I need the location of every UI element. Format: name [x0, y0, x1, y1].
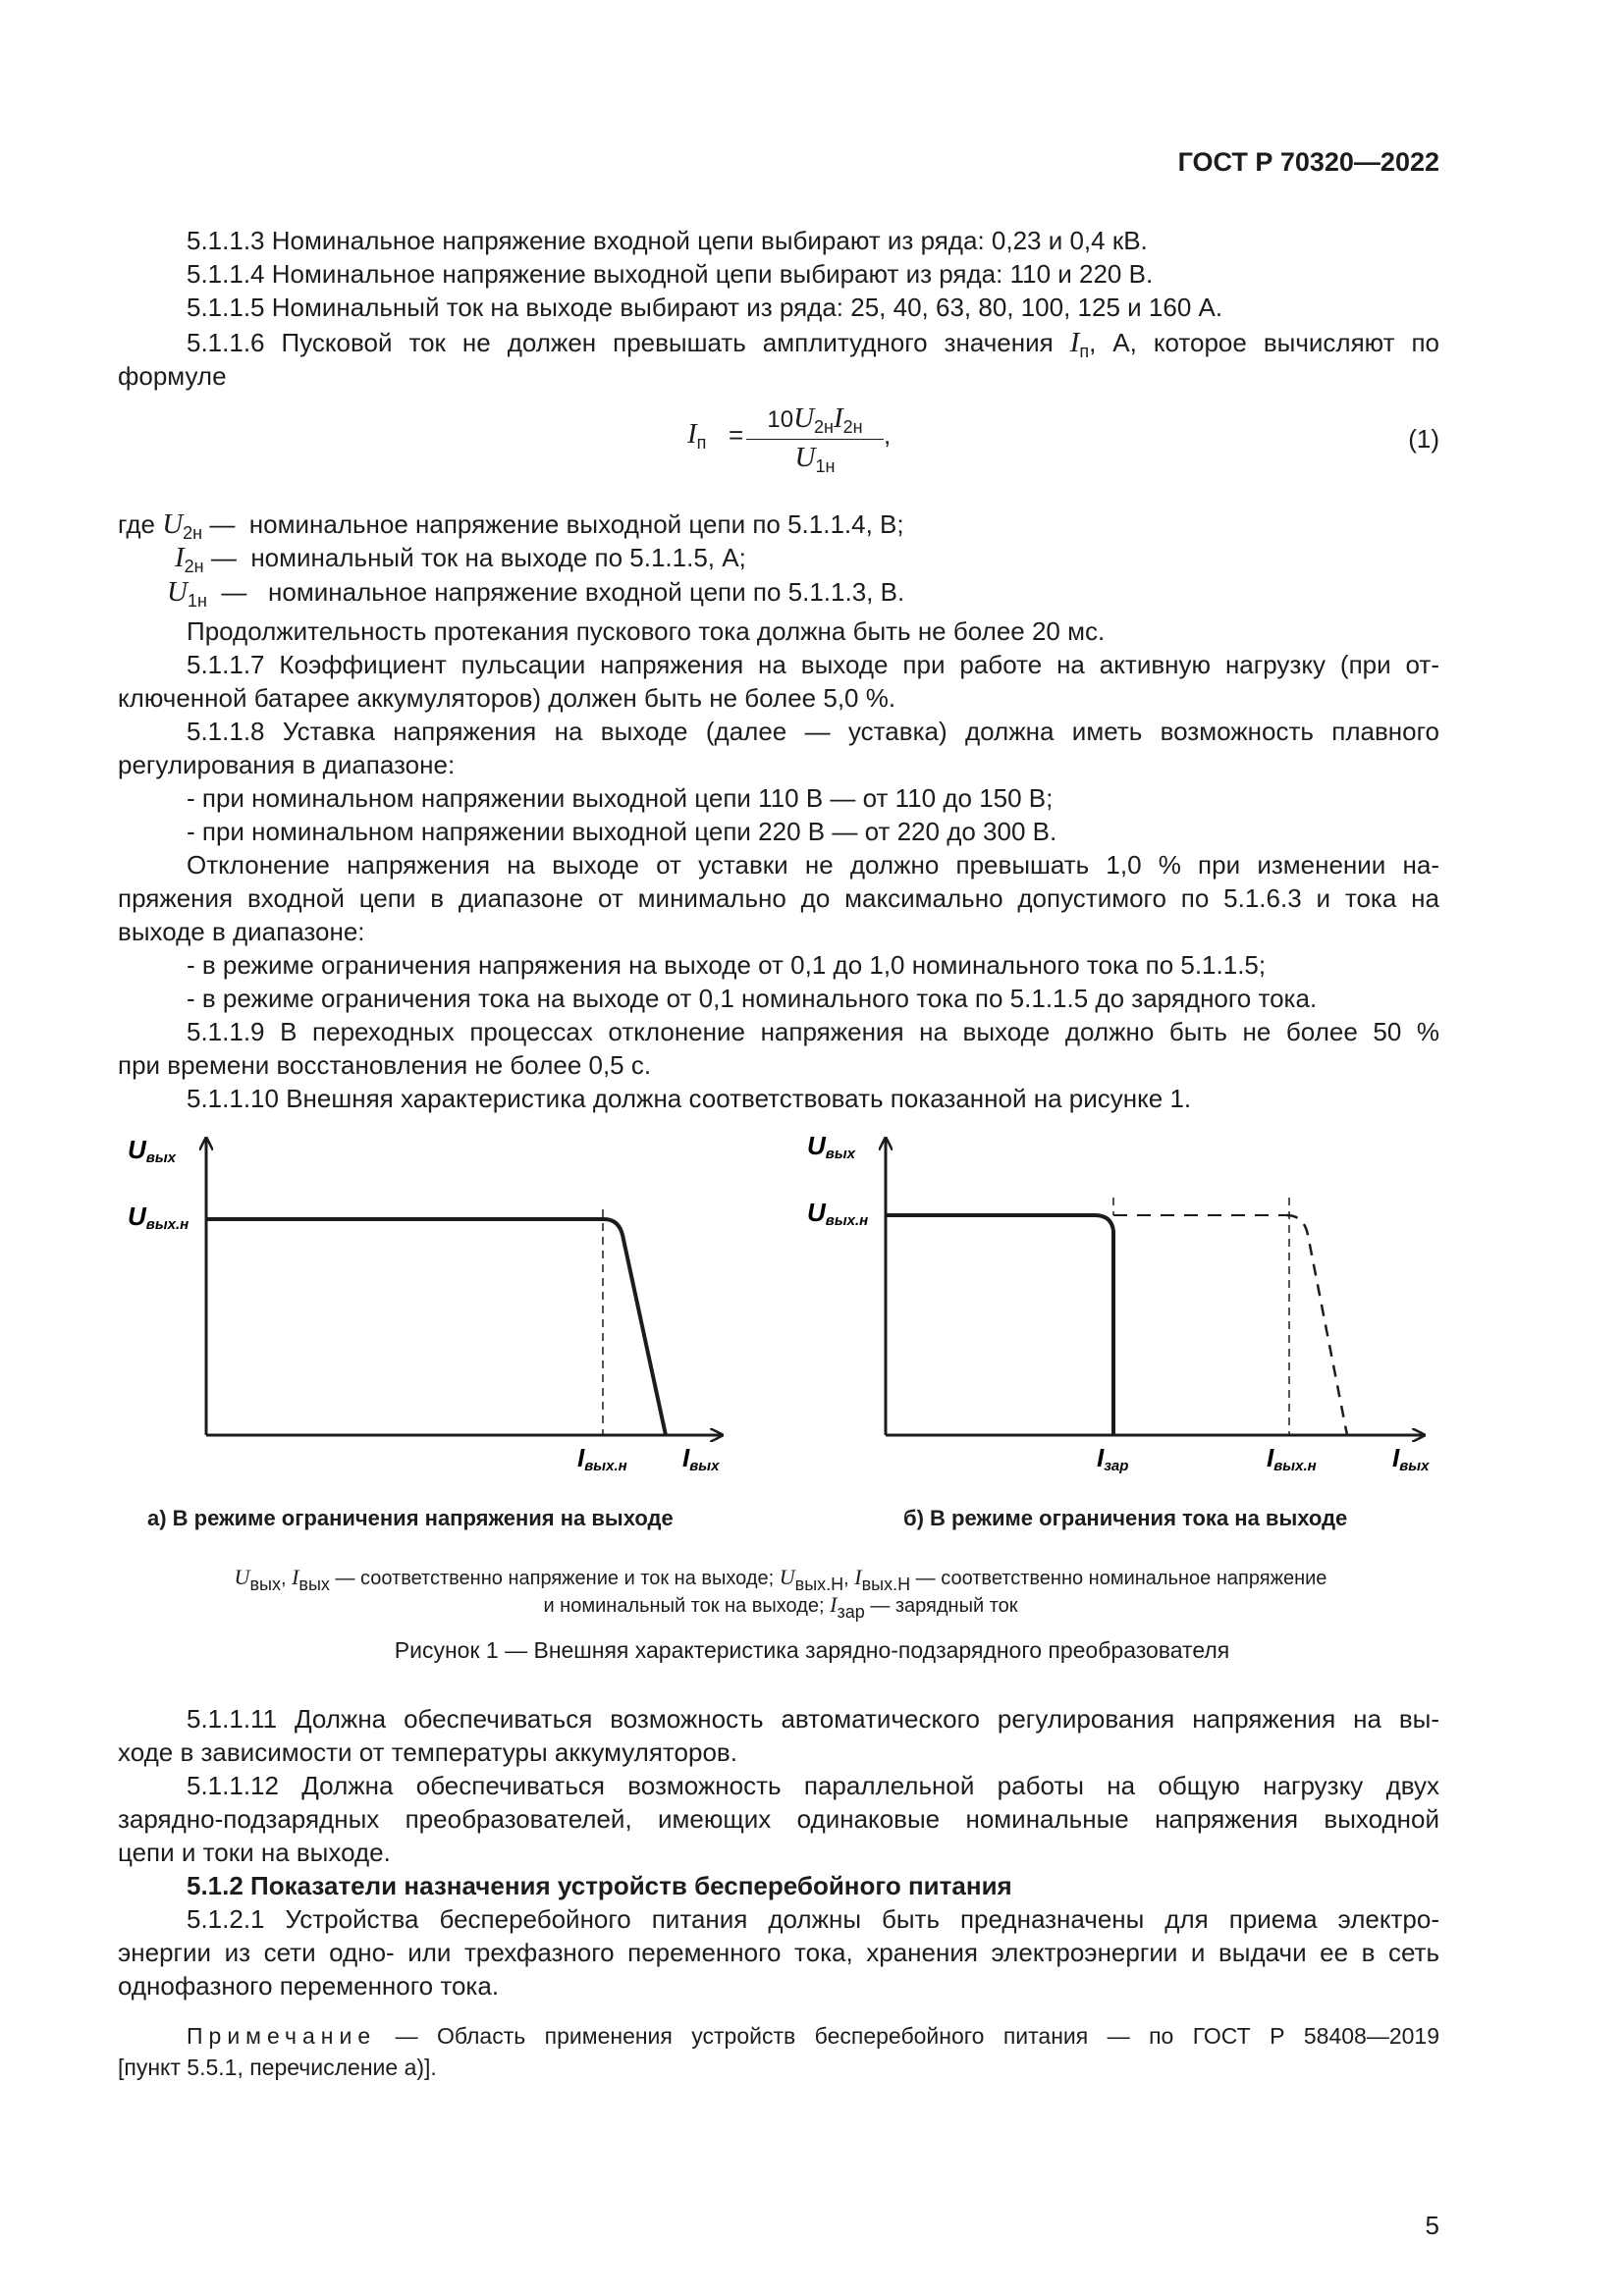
- axis-label-i-out: Iвых: [1392, 1443, 1430, 1474]
- tick-label-i-charge: Iзар: [1097, 1443, 1129, 1474]
- para-duration: Продолжительность протекания пускового тока должна быть не более 20 мс.: [187, 616, 1106, 646]
- page-number: 5: [1425, 2211, 1439, 2240]
- list-item-1: - при номинальном напряжении выходной цепи 110 В — от 110 до 150 В;: [187, 783, 1054, 813]
- formula-1: $I_п$ = $10U_{2н}I_{2н}$ $U_{1н}$ ,: [687, 402, 892, 476]
- para-51112: 5.1.1.12 Должна обеспечиваться возможность параллельной работы на общую нагрузку двух: [187, 1771, 1439, 1800]
- figure-legend-line-1: $U_{вых}$, $I_{вых}$ — соответственно напряжение и ток на выходе; $U_{вых.Н}$, $I_{вых.Н}$ — соответственно номинальное напряжение: [234, 1565, 1327, 1594]
- figure-caption-a: а) В режиме ограничения напряжения на выходе: [147, 1506, 674, 1530]
- tick-label-u-rated: Uвых.н: [128, 1201, 189, 1233]
- para-51111-cont: ходе в зависимости от температуры аккумуляторов.: [118, 1737, 737, 1767]
- note: Примечание — Область применения устройств бесперебойного питания — по ГОСТ Р 58408—2019: [187, 2023, 1439, 2049]
- note-cont: [пункт 5.5.1, перечисление а)].: [118, 2055, 437, 2080]
- para-5121: 5.1.2.1 Устройства бесперебойного питания должны быть предназначены для приема электро-: [187, 1904, 1439, 1934]
- characteristic-curve: [206, 1219, 666, 1435]
- tick-label-i-rated: Iвых.н: [1267, 1443, 1317, 1474]
- para-5115: 5.1.1.5 Номинальный ток на выходе выбирают из ряда: 25, 40, 63, 80, 100, 125 и 160 А.: [187, 293, 1223, 322]
- list-item-3: - в режиме ограничения напряжения на выходе от 0,1 до 1,0 номинального тока по 5.1.1.5;: [187, 950, 1267, 980]
- para-5114: 5.1.1.4 Номинальное напряжение выходной цепи выбирают из ряда: 110 и 220 В.: [187, 259, 1154, 289]
- rated-mode-curve-dashed: [1286, 1215, 1347, 1435]
- formula-number: (1): [1408, 424, 1439, 454]
- para-5121-cont-2: однофазного переменного тока.: [118, 1971, 500, 2001]
- where-line-3: $U_{1н}$ — номинальное напряжение входной цепи по 5.1.1.3, В.: [167, 576, 905, 611]
- list-item-2: - при номинальном напряжении выходной цепи 220 В — от 220 до 300 В.: [187, 817, 1057, 846]
- para-51111: 5.1.1.11 Должна обеспечиваться возможность автоматического регулирования напряжения на вы-: [187, 1704, 1439, 1734]
- para-5116: 5.1.1.6 Пусковой ток не должен превышать амплитудного значения $I_п$, А, которое вычисляют по: [187, 327, 1439, 361]
- figure-1b-graph: [795, 1119, 1463, 1492]
- para-5113: 5.1.1.3 Номинальное напряжение входной цепи выбирают из ряда: 0,23 и 0,4 кВ.: [187, 226, 1148, 255]
- where-line-1: где $U_{2н}$ — номинальное напряжение выходной цепи по 5.1.1.4, В;: [118, 508, 904, 543]
- para-5121-cont: энергии из сети одно- или трехфазного переменного тока, хранения электроэнергии и выдачи ее в сеть: [118, 1938, 1439, 1967]
- charging-curve: [886, 1215, 1113, 1435]
- para-5117: 5.1.1.7 Коэффициент пульсации напряжения на выходе при работе на активную нагрузку (при от-: [187, 650, 1439, 679]
- where-line-2: $I_{2н}$ — номинальный ток на выходе по 5.1.1.5, А;: [175, 542, 746, 576]
- para-51110: 5.1.1.10 Внешняя характеристика должна соответствовать показанной на рисунке 1.: [187, 1084, 1192, 1113]
- section-heading-512: 5.1.2 Показатели назначения устройств бесперебойного питания: [187, 1871, 1012, 1900]
- para-deviation: Отклонение напряжения на выходе от уставки не должно превышать 1,0 % при изменении на-: [187, 850, 1439, 880]
- figure-title: Рисунок 1 — Внешняя характеристика зарядно-подзарядного преобразователя: [394, 1637, 1230, 1663]
- axis-label-u-out: Uвых: [128, 1135, 176, 1166]
- para-5119-cont: при времени восстановления не более 0,5 с.: [118, 1050, 652, 1080]
- figure-1a-graph: [108, 1119, 746, 1492]
- para-51112-cont-2: цепи и токи на выходе.: [118, 1838, 391, 1867]
- para-51112-cont: зарядно-подзарядных преобразователей, имеющих одинаковые номинальные напряжения выходной: [118, 1804, 1439, 1834]
- list-item-4: - в режиме ограничения тока на выходе от 0,1 номинального тока по 5.1.1.5 до зарядного тока.: [187, 984, 1318, 1013]
- tick-label-u-rated: Uвых.н: [807, 1198, 869, 1229]
- axis-label-u-out: Uвых: [807, 1131, 855, 1162]
- para-deviation-2: пряжения входной цепи в диапазоне от минимально до максимально допустимого по 5.1.6.3 и тока на: [118, 883, 1439, 913]
- para-deviation-3: выходе в диапазоне:: [118, 917, 365, 946]
- tick-label-i-rated: Iвых.н: [577, 1443, 627, 1474]
- para-5118-cont: регулирования в диапазоне:: [118, 750, 456, 779]
- standard-designation: ГОСТ Р 70320—2022: [1177, 147, 1439, 177]
- para-5118: 5.1.1.8 Уставка напряжения на выходе (далее — уставка) должна иметь возможность плавного: [187, 717, 1439, 746]
- para-5119: 5.1.1.9 В переходных процессах отклонение напряжения на выходе должно быть не более 50 %: [187, 1017, 1439, 1046]
- axis-label-i-out: Iвых: [682, 1443, 720, 1474]
- figure-caption-b: б) В режиме ограничения тока на выходе: [903, 1506, 1348, 1530]
- para-5116-cont: формуле: [118, 361, 227, 391]
- para-5117-cont: ключенной батарее аккумуляторов) должен быть не более 5,0 %.: [118, 683, 896, 713]
- figure-legend-line-2: и номинальный ток на выходе; $I_{зар}$ — зарядный ток: [543, 1592, 1018, 1622]
